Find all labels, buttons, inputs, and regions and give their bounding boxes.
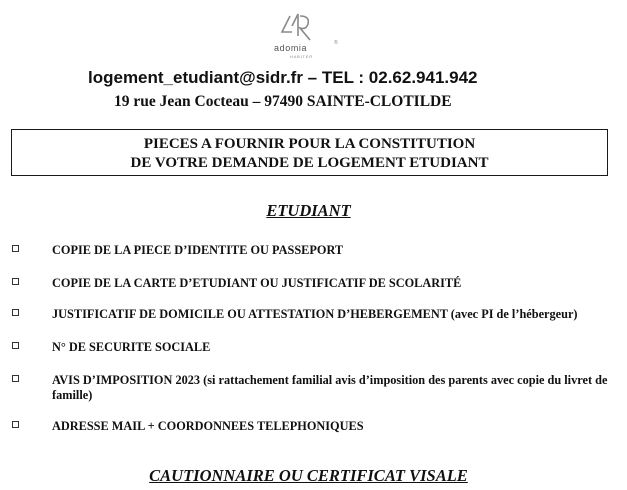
adomia-logo: [268, 12, 358, 62]
checkbox[interactable]: [12, 375, 19, 382]
checklist-item-text: COPIE DE LA PIECE D’IDENTITE OU PASSEPORT: [52, 243, 344, 257]
contact-phone[interactable]: 02.62.941.942: [368, 68, 478, 87]
document-title-box: [11, 129, 608, 176]
checklist-item-text: JUSTIFICATIF DE DOMICILE OU ATTESTATION D’HEBERGEMENT (avec PI de l’hébergeur): [52, 307, 578, 321]
document-title-line-1: PIECES A FOURNIR POUR LA CONSTITUTION: [143, 136, 476, 152]
contact-separator: –: [302, 68, 322, 87]
section-heading-etudiant: ETUDIANT: [266, 201, 351, 220]
checklist-item-text: COPIE DE LA CARTE D’ETUDIANT OU JUSTIFICATIF DE SCOLARITÉ: [52, 276, 462, 290]
checkbox[interactable]: [12, 421, 19, 428]
document-title-line-2: DE VOTRE DEMANDE DE LOGEMENT ETUDIANT: [130, 155, 489, 171]
checklist-item-text: N° DE SECURITE SOCIALE: [52, 340, 211, 354]
section-heading-cautionnaire: CAUTIONNAIRE OU CERTIFICAT VISALE: [149, 466, 468, 485]
adomia-logo-mark: [268, 12, 358, 46]
checkbox[interactable]: [12, 342, 19, 349]
checkbox[interactable]: [12, 245, 19, 252]
logo-tagline: HABITER: [290, 54, 313, 59]
checkbox[interactable]: [12, 278, 19, 285]
checkbox[interactable]: [12, 309, 19, 316]
logo-brand-text: adomia: [274, 43, 308, 53]
contact-line: [88, 68, 478, 88]
checklist-item-text: ADRESSE MAIL + COORDONNEES TELEPHONIQUES: [52, 419, 364, 433]
contact-address: 19 rue Jean Cocteau – 97490 SAINTE-CLOTILDE: [114, 93, 452, 110]
contact-email[interactable]: logement_etudiant@sidr.fr: [88, 68, 303, 87]
checklist-item-text: AVIS D’IMPOSITION 2023 (si rattachement familial avis d’imposition des parents avec copie du livret de famille): [52, 373, 608, 402]
svg-text:®: ®: [334, 40, 338, 46]
phone-label: TEL :: [321, 68, 369, 87]
